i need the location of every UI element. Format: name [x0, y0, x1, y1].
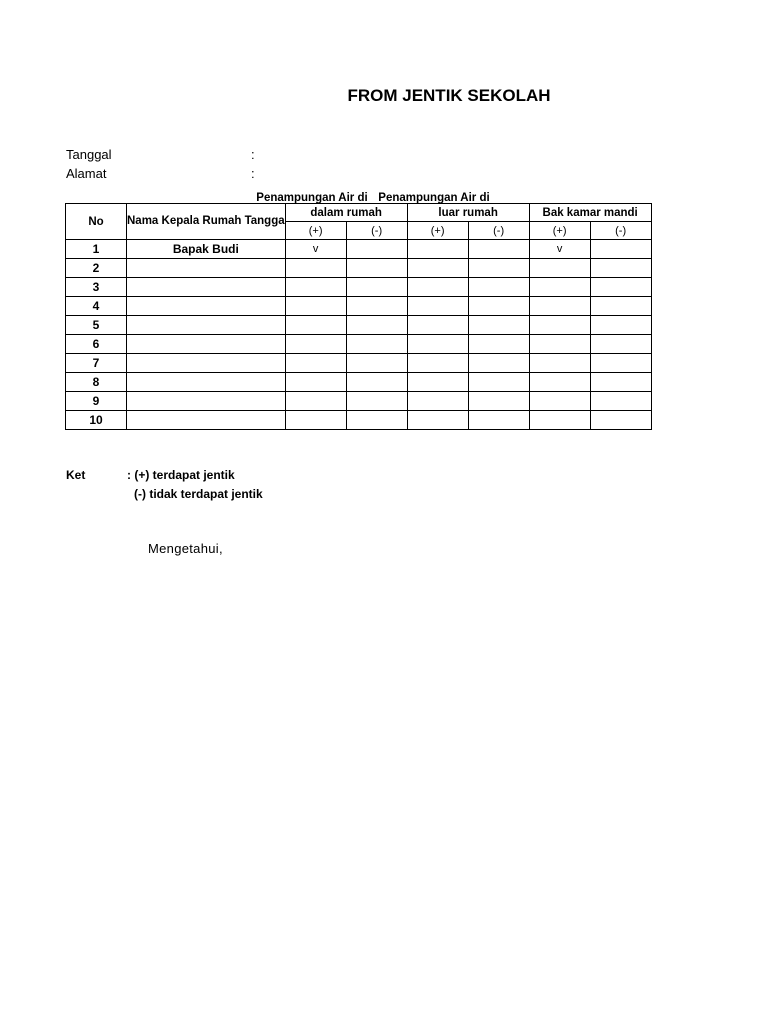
mark-outside-negative[interactable] [468, 354, 529, 373]
mark-inside-positive[interactable]: v [285, 240, 346, 259]
field-label-tanggal: Tanggal [66, 147, 112, 162]
household-head-name[interactable] [127, 278, 286, 297]
household-head-name[interactable]: Bapak Budi [127, 240, 286, 259]
mark-outside-negative[interactable] [468, 316, 529, 335]
mark-bathtub-negative[interactable] [590, 411, 651, 430]
row-number: 8 [66, 373, 127, 392]
field-separator-alamat: : [251, 166, 255, 181]
mark-bathtub-positive[interactable] [529, 373, 590, 392]
legend-label: Ket [66, 468, 86, 482]
household-head-name[interactable] [127, 392, 286, 411]
mark-bathtub-positive[interactable] [529, 411, 590, 430]
mark-inside-positive[interactable] [285, 354, 346, 373]
household-head-name[interactable] [127, 373, 286, 392]
mark-bathtub-negative[interactable] [590, 297, 651, 316]
mark-inside-negative[interactable] [346, 278, 407, 297]
table-row [66, 278, 652, 297]
mark-outside-positive[interactable] [407, 240, 468, 259]
subheader-negative: (-) [346, 222, 407, 240]
mark-outside-negative[interactable] [468, 297, 529, 316]
mark-inside-negative[interactable] [346, 316, 407, 335]
mark-bathtub-positive[interactable]: v [529, 240, 590, 259]
table-row [66, 373, 652, 392]
table-row [66, 316, 652, 335]
mark-outside-positive[interactable] [407, 259, 468, 278]
mark-bathtub-negative[interactable] [590, 316, 651, 335]
household-head-name[interactable] [127, 316, 286, 335]
group-header-inside-line1: Penampungan Air di [256, 192, 368, 204]
field-separator-tanggal: : [251, 147, 255, 162]
mark-outside-positive[interactable] [407, 354, 468, 373]
table-row [66, 335, 652, 354]
field-label-alamat: Alamat [66, 166, 107, 181]
row-number: 3 [66, 278, 127, 297]
table-row [66, 392, 652, 411]
subheader-positive: (+) [407, 222, 468, 240]
row-number: 9 [66, 392, 127, 411]
mark-inside-positive[interactable] [285, 373, 346, 392]
subheader-positive: (+) [285, 222, 346, 240]
mark-inside-positive[interactable] [285, 297, 346, 316]
subheader-negative: (-) [468, 222, 529, 240]
mark-inside-negative[interactable] [346, 297, 407, 316]
page-title: FROM JENTIK SEKOLAH [347, 86, 551, 105]
mark-outside-negative[interactable] [468, 335, 529, 354]
table-row [66, 354, 652, 373]
mark-outside-negative[interactable] [468, 240, 529, 259]
mark-inside-negative[interactable] [346, 240, 407, 259]
household-head-name[interactable] [127, 354, 286, 373]
row-number: 2 [66, 259, 127, 278]
mark-inside-negative[interactable] [346, 335, 407, 354]
mark-bathtub-positive[interactable] [529, 354, 590, 373]
group-header-inside: dalam rumah [285, 204, 407, 222]
column-header-no: No [66, 204, 127, 240]
table-row [66, 297, 652, 316]
mark-outside-positive[interactable] [407, 297, 468, 316]
group-header-outside-line1: Penampungan Air di [378, 192, 490, 204]
row-number: 7 [66, 354, 127, 373]
mark-inside-negative[interactable] [346, 259, 407, 278]
mark-bathtub-negative[interactable] [590, 354, 651, 373]
subheader-negative: (-) [590, 222, 651, 240]
mark-inside-negative[interactable] [346, 373, 407, 392]
mark-inside-positive[interactable] [285, 411, 346, 430]
table-body [66, 240, 652, 430]
row-number: 4 [66, 297, 127, 316]
row-number: 6 [66, 335, 127, 354]
mark-bathtub-negative[interactable] [590, 392, 651, 411]
signoff-text: Mengetahui, [148, 541, 223, 556]
mark-inside-positive[interactable] [285, 278, 346, 297]
mark-bathtub-negative[interactable] [590, 335, 651, 354]
mark-inside-positive[interactable] [285, 259, 346, 278]
mark-outside-negative[interactable] [468, 392, 529, 411]
mark-outside-positive[interactable] [407, 335, 468, 354]
mark-inside-negative[interactable] [346, 392, 407, 411]
household-head-name[interactable] [127, 297, 286, 316]
household-head-name[interactable] [127, 259, 286, 278]
mark-outside-positive[interactable] [407, 316, 468, 335]
table-row [66, 240, 652, 259]
mark-bathtub-positive[interactable] [529, 316, 590, 335]
larva-check-table [65, 203, 652, 430]
mark-bathtub-positive[interactable] [529, 259, 590, 278]
column-header-name: Nama Kepala Rumah Tangga [127, 204, 286, 240]
mark-outside-positive[interactable] [407, 373, 468, 392]
table-row [66, 259, 652, 278]
group-header-outside: luar rumah [407, 204, 529, 222]
household-head-name[interactable] [127, 411, 286, 430]
mark-outside-negative[interactable] [468, 373, 529, 392]
mark-outside-negative[interactable] [468, 278, 529, 297]
mark-bathtub-negative[interactable] [590, 259, 651, 278]
group-header-bathtub: Bak kamar mandi [529, 204, 651, 222]
household-head-name[interactable] [127, 335, 286, 354]
mark-bathtub-negative[interactable] [590, 373, 651, 392]
mark-outside-positive[interactable] [407, 411, 468, 430]
legend-negative: (-) tidak terdapat jentik [134, 487, 263, 501]
mark-bathtub-positive[interactable] [529, 392, 590, 411]
mark-bathtub-positive[interactable] [529, 278, 590, 297]
row-number: 5 [66, 316, 127, 335]
mark-outside-positive[interactable] [407, 392, 468, 411]
row-number: 10 [66, 411, 127, 430]
subheader-positive: (+) [529, 222, 590, 240]
row-number: 1 [66, 240, 127, 259]
mark-outside-negative[interactable] [468, 411, 529, 430]
mark-bathtub-positive[interactable] [529, 297, 590, 316]
table-row [66, 411, 652, 430]
mark-inside-negative[interactable] [346, 354, 407, 373]
mark-outside-positive[interactable] [407, 278, 468, 297]
mark-inside-positive[interactable] [285, 316, 346, 335]
mark-bathtub-negative[interactable] [590, 278, 651, 297]
legend-positive: : (+) terdapat jentik [127, 468, 235, 482]
mark-bathtub-negative[interactable] [590, 240, 651, 259]
mark-bathtub-positive[interactable] [529, 335, 590, 354]
mark-inside-positive[interactable] [285, 335, 346, 354]
mark-inside-negative[interactable] [346, 411, 407, 430]
mark-outside-negative[interactable] [468, 259, 529, 278]
mark-inside-positive[interactable] [285, 392, 346, 411]
